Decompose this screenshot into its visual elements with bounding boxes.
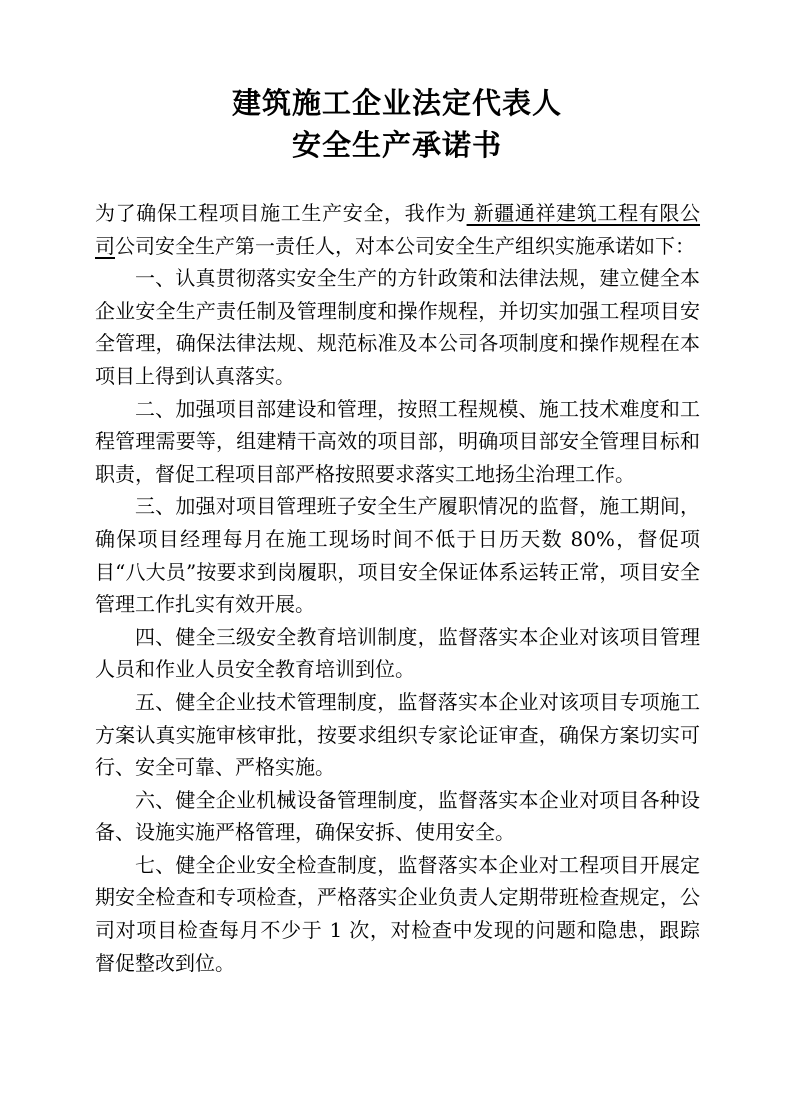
intro-text-after-company: 公司安全生产第一责任人，对本公司安全生产组织实施承诺如下：	[115, 233, 695, 258]
commitment-item-5: 五、健全企业技术管理制度，监督落实本企业对该项目专项施工方案认真实施审核审批，按要求组织专家论证审查，确保方案切实可行、安全可靠、严格实施。	[95, 689, 700, 780]
intro-text-before-company: 为了确保工程项目施工生产安全，我作为	[95, 201, 467, 225]
commitment-item-4: 四、健全三级安全教育培训制度，监督落实本企业对该项目管理人员和作业人员安全教育培训到位。	[95, 624, 700, 682]
intro-paragraph	[95, 197, 700, 262]
commitment-item-2: 二、加强项目部建设和管理，按照工程规模、施工技术难度和工程管理需要等，组建精干高效的项目部，明确项目部安全管理目标和职责，督促工程项目部严格按照要求落实工地扬尘治理工作。	[95, 396, 700, 486]
title-line-1: 建筑施工企业法定代表人	[231, 86, 562, 120]
document-body	[95, 197, 700, 979]
company-name-underlined: 新疆通祥建筑工程有限公司	[95, 201, 701, 258]
commitment-item-1: 一、认真贯彻落实安全生产的方针政策和法律法规，建立健全本企业安全生产责任制及管理制度和操作规程，并切实加强工程项目安全管理，确保法律法规、规范标准及本公司各项制度和操作规程在本项目上得到认真落实。	[95, 266, 700, 388]
commitment-item-7: 七、健全企业安全检查制度，监督落实本企业对工程项目开展定期安全检查和专项检查，严格落实企业负责人定期带班检查规定，公司对项目检查每月不少于 1 次，对检查中发现的问题和隐患，跟踪督促整改到位。	[95, 852, 700, 975]
title-line-2: 安全生产承诺书	[291, 128, 502, 162]
commitment-item-6: 六、健全企业机械设备管理制度，监督落实本企业对项目各种设备、设施实施严格管理，确保安拆、使用安全。	[95, 787, 700, 845]
document-title	[0, 82, 794, 166]
commitment-item-3: 三、加强对项目管理班子安全生产履职情况的监督，施工期间，确保项目经理每月在施工现场时间不低于日历天数 80%，督促项目“八大员”按要求到岗履职，项目安全保证体系运转正常，项目安全管理工作扎实有效开展。	[95, 494, 700, 617]
